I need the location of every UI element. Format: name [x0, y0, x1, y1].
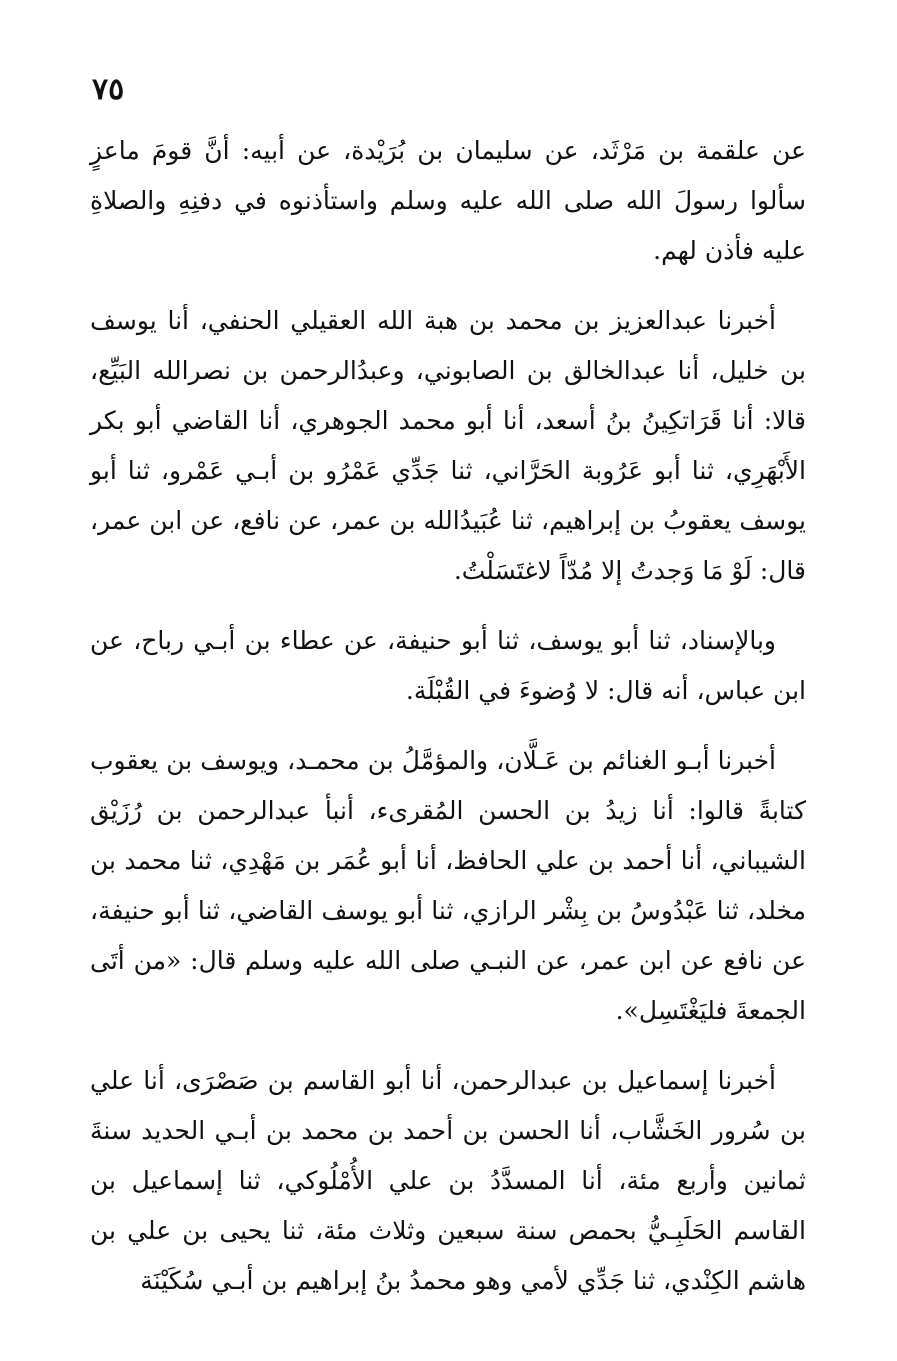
paragraph-4: أخبرنا أبـو الغنائم بن عَـلَّان، والمؤمَّلُ بن محمـد، ويوسف بن يعقوب كتابةً قالوا: أنا زيدُ بن الحسن المُقرىء، أنبأ عبدالرحمن بن رُزَيْق الشيباني، أنا أحمد بن علي الحافظ، أنا أبو عُمَر بن مَهْدِي، ثنا محمد بن مخلد، ثنا عَبْدُوسُ بن بِشْر الرازي، ثنا أبو يوسف القاضي، ثنا أبو حنيفة، عن نافع عن ابن عمر، عن النبـي صلى الله عليه وسلم قال: «من أتَى الجمعةَ فليَغْتَسِل». [90, 746, 806, 1025]
body-text [90, 126, 806, 1326]
paragraph-3: وبالإسناد، ثنا أبو يوسف، ثنا أبو حنيفة، عن عطاء بن أبـي رباح، عن ابن عباس، أنه قال: لا وُضوءَ في القُبْلَة. [90, 626, 806, 705]
paragraph-2: أخبرنا عبدالعزيز بن محمد بن هبة الله العقيلي الحنفي، أنا يوسف بن خليل، أنا عبدالخالق بن الصابوني، وعبدُالرحمن بن نصرالله البَيِّع، قالا: أنا قَرَاتكِينُ بنُ أسعد، أنا أبو محمد الجوهري، أنا القاضي أبو بكر الأَبْهَرِي، ثنا أبو عَرُوبة الحَرَّاني، ثنا جَدِّي عَمْرُو بن أبـي عَمْرو، ثنا أبو يوسف يعقوبُ بن إبراهيم، ثنا عُبَيدُالله بن عمر، عن نافع، عن ابن عمر، قال: لَوْ مَا وَجدتُ إلا مُدّاً لاغتَسَلْتُ. [90, 306, 806, 585]
paragraph-5: أخبرنا إسماعيل بن عبدالرحمن، أنا أبو القاسم بن صَصْرَى، أنا علي بن سُرور الخَشَّاب، أنا الحسن بن أحمد بن محمد بن أبـي الحديد سنةَ ثمانين وأربع مئة، أنا المسدَّدُ بن علي الأُمْلُوكي، ثنا إسماعيل بن القاسم الحَلَبِـيُّ بحمص سنة سبعين وثلاث مئة، ثنا يحيى بن علي بن هاشم الكِنْدي، ثنا جَدِّي لأمي وهو محمدُ بنُ إبراهيم بن أبـي سُكَيْنَة [90, 1066, 806, 1295]
page-number: ٧٥ [92, 72, 125, 107]
paragraph-1: عن علقمة بن مَرْثَد، عن سليمان بن بُرَيْدة، عن أبيه: أنَّ قومَ ماعزٍ سألوا رسولَ الله صلى الله عليه وسلم واستأذنوه في دفنِهِ والصلاةِ عليه فأذن لهم. [90, 136, 806, 265]
